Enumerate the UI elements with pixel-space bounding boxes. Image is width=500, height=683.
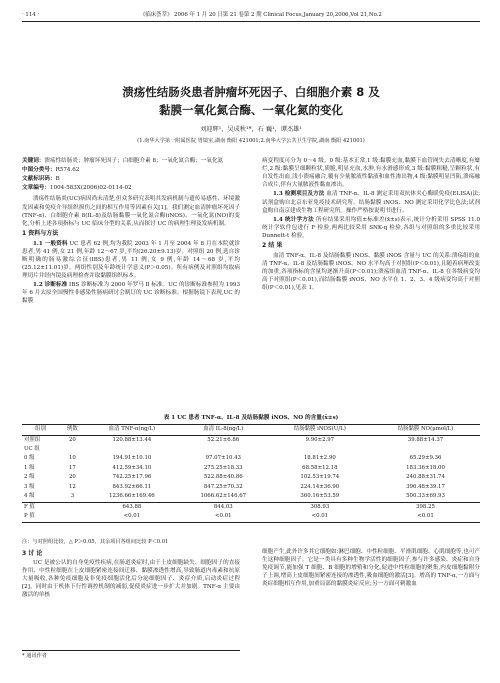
section-1-3-heading: 1.3 检测项目及方法	[273, 191, 325, 198]
table-cell: 对照组	[24, 436, 41, 443]
table-cell	[371, 445, 480, 454]
table-cell: 844.03	[178, 502, 269, 512]
title-line-1: 溃疡性结肠炎患者肿瘤坏死因子、白细胞介素 8 及	[122, 85, 380, 99]
left-column	[22, 157, 240, 306]
clc-line	[22, 166, 240, 174]
table-cell: 0 级	[24, 455, 35, 462]
article-title	[22, 84, 480, 120]
table-row	[22, 474, 480, 483]
table-cell: 240.88±31.74	[406, 474, 445, 481]
table-cell: 3 级	[24, 483, 35, 490]
table-cell: <0.01	[178, 512, 269, 522]
section-1-1-text: UC 患者 62 例,均为我院 2003 年 1 月至 2004 年 8 月在本院就诊患者,男 41 例,女 21 例,年龄 12～67 岁,平均(26.20±9.13)岁。对照组 20 例,选自诊断明确的肠易激综合征(IBS)患者,男 11 例,女 9 例,年龄 14～68 岁,平均(25.12±11.01)岁。两组性别及年龄统计学意义(P＞0.05)。所有病例及对照组均取病理切片并经内镜及病理检查并取黏膜组织标本。	[22, 240, 240, 279]
section-2-heading: 2 结 果	[262, 242, 283, 250]
discussion-left	[22, 548, 240, 599]
table-cell: 183.36±18.00	[406, 464, 445, 471]
table-header-row	[22, 425, 480, 436]
table-cell: 396.48±39.17	[406, 483, 445, 490]
table-cell	[59, 445, 86, 454]
table-header-cell: 例数	[59, 425, 86, 436]
table-cell: 2 级	[24, 474, 35, 481]
article-id-label: 文章编号：	[22, 185, 50, 192]
table-cell: 360.16±53.59	[300, 493, 340, 500]
section-1-3-text: 血清 TNF-α、IL-8 测定采用双抗体夹心酶联免疫(ELISA)法;试剂盒购自北京东亚免疫技术研究所。结肠黏膜 iNOS、NO 测定采用化学比色法;试剂盒购自南京建成生物工程研究所。操作严格按说明书进行。	[262, 191, 480, 214]
clc-label: 中图分类号：	[22, 167, 56, 174]
section-1-4	[262, 216, 480, 240]
article-id-value: 1004-583X(2006)02-0114-02	[49, 185, 132, 192]
table-title: 表 1 UC 患者 TNF-α、IL-8 及结肠黏膜 iNOS、NO 的含量(x̄±s)	[163, 415, 339, 421]
keywords-line	[22, 157, 240, 165]
section-1-4-heading: 1.4 统计学方法	[273, 216, 314, 223]
table-cell: 102.53±19.74	[300, 474, 340, 481]
authors: 刘迎辉¹，吴成秋¹*，石 巍¹，谭杰雄¹	[200, 126, 302, 133]
table-cell	[178, 445, 269, 454]
table-header-cell: 血清 IL-8(ng/L)	[178, 425, 269, 436]
table-cell: 308.93	[269, 502, 371, 512]
table-row	[22, 483, 480, 492]
discussion-heading: 3 讨 论	[22, 550, 43, 557]
table-cell: 17	[68, 464, 76, 471]
table-cell: 847.25±70.32	[203, 483, 243, 490]
affiliation: (1.南华大学第一附属医院 胃镜室,湖南 衡阳 421001;2.南华大学公共卫生学院,湖南 衡阳 421001)	[137, 138, 365, 144]
table-cell: 10	[68, 455, 76, 462]
table-header-cell: 血清 TNF-α(ng/L)	[86, 425, 178, 436]
table-row	[22, 435, 480, 445]
results-paragraph: 血清 TNF-α、IL-8 及结肠黏膜 iNOS、黏膜 iNOS 含量与 UC 的关系:溃疡组的血清 TNF-α、IL-8 及结肠黏膜 iNOS、NO 水平均高于对照组(P＜0.01),且随着病理改变的加重,各项指标的含量均逐渐升高(P＜0.01);溃疡组血清 TNF-α、IL-8 在各级病变均高于对照组(P＜0.01),而结肠黏膜 iNOS、NO 水平在 1、2、3、4 级病变均高于对照组(P＜0.01),见表 1。	[262, 252, 480, 292]
discussion-right-text: 细胞产生,此外许多其它细胞如:淋巴细胞、中性粒细胞、平滑肌细胞、心肌细胞等,也可产生这种细胞因子。它是一类具有多种生物学活性的细胞因子,参与许多感染、炎症和自身免疫调节,能加强 T 细胞、B 细胞的增殖和分化,促进中性粒细胞的聚集,内皮细胞黏附分子上调,增高上皮细胞间紧密连接的渗透性,吸血细胞的激活[3]。增高的 TNF-α,一方面与炎症细胞相互作用,加重局部的黏膜炎症反应;另一方面可刺激血	[262, 549, 481, 588]
table-cell: 3	[70, 493, 75, 500]
table-cell: 97.07±10.43	[205, 455, 241, 462]
table-row	[22, 455, 480, 464]
table-cell: UC 组	[24, 446, 40, 453]
table-cell	[86, 445, 178, 454]
table-cell: 643.88	[86, 502, 178, 512]
table-cell: 52.21±6.86	[207, 436, 240, 443]
table-note: 注：与对照组比较，△ P＞0.05，其余项目各组间比较 P＜0.01	[22, 539, 169, 545]
table-cell: <0.01	[371, 512, 480, 522]
table-cell: 275.25±18.33	[203, 464, 243, 471]
right-column	[262, 157, 480, 293]
journal-line: 《临床荟萃》 2006 年 1 月 20 日第 21 卷第 2 期 Clinical Focus,January 20,2006,Vol 21,No.2	[140, 12, 382, 18]
table-cell: 9.90±2.97	[305, 436, 335, 443]
table-cell: P 值	[22, 512, 59, 522]
table-cell: 39.88±14.37	[407, 436, 444, 443]
section-1-3	[262, 190, 480, 214]
table-cell	[59, 512, 86, 522]
grading-continuation: 病变程度可分为 0～4 级。0 级:基本正常,1 级:黏膜充血,黏膜下血管网失去清晰度,有糜烂,2 级:黏膜呈细颗粒状,质脆,明显充血,水肿,有水滑感形成,3 级:黏膜粗糙,呈颗粒状,有自发性出血,浅小溃疡融合,覆有少量脓液性黏液和血性渗出物,4 级:黏膜明显凹陷,溃疡融合成片,伴有大量脓液性黏血渗出。	[262, 158, 480, 189]
table-cell: 843.92±66.11	[112, 483, 152, 490]
table-cell: 398.25	[371, 502, 480, 512]
table-stat-row	[22, 502, 480, 512]
table-cell: 12	[68, 483, 76, 490]
table-cell: 18.81±2.90	[303, 455, 336, 462]
running-header	[22, 12, 480, 22]
table-cell: 20	[68, 436, 76, 443]
table-body	[22, 435, 480, 522]
table-cell: 120.88±13.44	[112, 436, 152, 443]
intro-paragraph: 溃疡性结肠炎(UC)病因尚未清楚,但众多研究表明其发病机制与遗传易感性、环境激发因素和免疫介导组织损伤之间的相互作用等因素有关[1]。我们测定血清肿瘤坏死因子(TNF-α)、白细胞介素 8(IL-8)及结肠黏膜一氧化氮合酶(iNOS)、一氧化氮(NO)的变化,分析上述各项指标与 UC 临床分型的关系,从而探讨 UC 的病理生理及发病机制。	[22, 196, 240, 227]
table-cell: 1236.66±169.46	[109, 493, 155, 500]
table-cell: 194.91±10.10	[112, 455, 152, 462]
table-cell: 68.58±12.18	[302, 464, 338, 471]
discussion-left-text: UC 是被公认的自身免疫性疾病,在肠道炎症时,由于上皮细胞缺失、细胞因子的直接作用、中性粒细胞在上皮细胞紧密连接间迁移、黏膜渗透性增高,导致肠道内毒素和抗原大量吸收,各种免疫细胞及非免疫细胞活化后分泌细胞因子、炎症介质,启动炎症过程[2]。同时由于机体下行性调控机制的减弱,促使炎症进一步扩大并加剧。TNF-α 主要由激活的单核	[22, 559, 240, 599]
table-cell: 742.25±17.96	[112, 474, 152, 481]
doc-code-line	[22, 175, 240, 183]
table-cell: 20	[68, 474, 76, 481]
discussion-right	[262, 548, 480, 589]
keywords-label: 关键词：	[22, 158, 45, 164]
table-row	[22, 464, 480, 473]
table-cell: 522.88±40.86	[203, 474, 243, 481]
table-header-cell: 结肠黏膜 iNOS(U/L)	[269, 425, 371, 436]
table-stat-row	[22, 512, 480, 522]
table-cell	[59, 502, 86, 512]
table-cell: F 值	[22, 502, 59, 512]
table-header-cell: 组别	[22, 425, 59, 436]
table-cell: 500.33±69.93	[406, 493, 445, 500]
section-1-2-heading: 1.2 诊断标准	[33, 282, 68, 289]
section-1-1-heading: 1.1 一般资料	[33, 240, 68, 247]
table-cell: 65.29±9.36	[409, 455, 442, 462]
table-header-cell: 结肠黏膜 NO(μmol/L)	[371, 425, 480, 436]
section-1-4-text: 所有结果采用均值±标准差(x̄±s)表示,统计分析采用 SPSS 11.0 统计学软件包进行 F 检验,两两比较采用 SNK-q 检验,各组与对照组的多重比较采用 Dunnett-t 检验。	[262, 216, 480, 239]
table-cell	[269, 445, 371, 454]
keywords: 溃疡性结肠炎；肿瘤坏死因子；白细胞介素 8；一氧化氮合酶；一氧化氮	[44, 158, 224, 164]
table-cell: 412.59±34.10	[112, 464, 152, 471]
page-number: · 114 ·	[22, 12, 40, 18]
footnote: * 通讯作者	[22, 650, 240, 661]
section-1-2-text: IBS 诊断标准为 2000 年罗马 Ⅱ 标准。UC 的诊断标准参照为 1993 年 6 月太原全国慢性非感染性肠病研讨会制订的 UC 诊断标准。根据肠镜下表现,UC 的黏膜	[22, 282, 240, 305]
title-line-2: 黏膜一氧化氮合酶、一氧化氮的变化	[159, 102, 343, 117]
results-table	[22, 424, 480, 523]
table-cell: <0.01	[269, 512, 371, 522]
doc-code-value: B	[55, 176, 60, 183]
table-cell: 4 级	[24, 493, 35, 500]
doc-code-label: 文献标识码：	[22, 176, 56, 183]
section-1-heading: 1 资料与方法	[22, 229, 59, 237]
table-cell: 1 级	[24, 464, 35, 471]
section-1-2	[22, 281, 240, 305]
clc-value: R574.62	[55, 167, 80, 174]
table-row	[22, 492, 480, 502]
table-row	[22, 445, 480, 454]
table-cell: 1066.62±146.67	[200, 493, 247, 500]
table-cell: <0.01	[86, 512, 178, 522]
table-cell: 224.14±36.90	[300, 483, 340, 490]
section-1-1	[22, 240, 240, 281]
article-id-line	[22, 184, 240, 192]
